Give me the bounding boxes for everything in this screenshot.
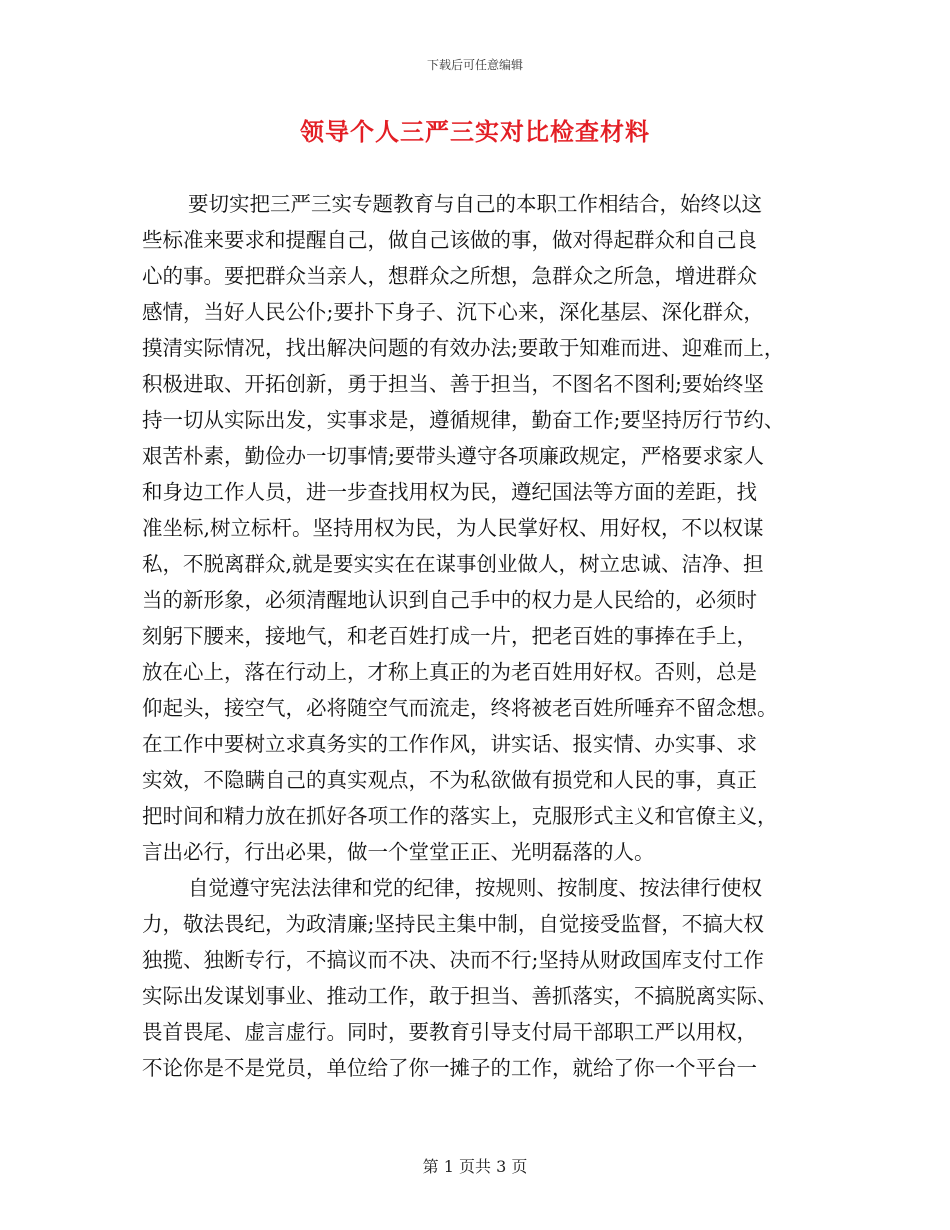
header-note: 下载后可任意编辑: [426, 58, 523, 72]
text-line: 当的新形象，必须清醒地认识到自己手中的权力是人民给的，必须时: [142, 588, 757, 612]
text-line: 畏首畏尾、虚言虚行。同时，要教育引导支付局干部职工严以用权，: [142, 1020, 757, 1044]
page-number: 第 1 页共 3 页: [422, 1157, 528, 1176]
text-line: 要切实把三严三实专题教育与自己的本职工作相结合，始终以这: [188, 192, 762, 216]
document-title: 领导个人三严三实对比检查材料: [300, 117, 650, 146]
text-line: 不论你是不是党员，单位给了你一摊子的工作，就给了你一个平台一: [142, 1056, 757, 1080]
text-line: 积极进取、开拓创新，勇于担当、善于担当，不图名不图利;要始终坚: [142, 372, 764, 396]
text-line: 自觉遵守宪法法律和党的纪律，按规则、按制度、按法律行使权: [188, 876, 762, 900]
text-line: 实效，不隐瞒自己的真实观点，不为私欲做有损党和人民的事，真正: [142, 768, 757, 792]
text-line: 独揽、独断专行，不搞议而不决、决而不行;坚持从财政国库支付工作: [142, 948, 764, 972]
text-line: 力，敬法畏纪，为政清廉;坚持民主集中制，自觉接受监督，不搞大权: [142, 912, 764, 936]
text-line: 和身边工作人员，进一步查找用权为民，遵纪国法等方面的差距，找: [142, 480, 757, 504]
text-line: 些标准来要求和提醒自己，做自己该做的事，做对得起群众和自己良: [142, 228, 757, 252]
text-line: 仰起头，接空气，必将随空气而流走，终将被老百姓所唾弃不留念想。: [142, 696, 778, 720]
text-line: 摸清实际情况，找出解决问题的有效办法;要敢于知难而进、迎难而上，: [142, 336, 785, 360]
document-body: [142, 186, 822, 1086]
text-line: 持一切从实际出发，实事求是，遵循规律，勤奋工作;要坚持厉行节约、: [142, 408, 785, 432]
text-line: 准坐标,树立标杆。坚持用权为民，为人民掌好权、用好权，不以权谋: [142, 516, 764, 540]
text-line: 放在心上，落在行动上，才称上真正的为老百姓用好权。否则，总是: [142, 660, 757, 684]
text-line: 实际出发谋划事业、推动工作，敢于担当、善抓落实，不搞脱离实际、: [142, 984, 778, 1008]
text-line: 私，不脱离群众,就是要实实在在谋事创业做人，树立忠诚、洁净、担: [142, 552, 764, 576]
text-line: 艰苦朴素，勤俭办一切事情;要带头遵守各项廉政规定，严格要求家人: [142, 444, 764, 468]
text-line: 刻躬下腰来，接地气，和老百姓打成一片，把老百姓的事捧在手上，: [142, 624, 757, 648]
text-line: 感情，当好人民公仆;要扑下身子、沉下心来，深化基层、深化群众，: [142, 300, 764, 324]
text-line: 言出必行，行出必果，做一个堂堂正正、光明磊落的人。: [142, 840, 655, 864]
text-line: 把时间和精力放在抓好各项工作的落实上，克服形式主义和官僚主义，: [142, 804, 778, 828]
text-line: 心的事。要把群众当亲人，想群众之所想，急群众之所急，增进群众: [142, 264, 757, 288]
text-line: 在工作中要树立求真务实的工作作风，讲实话、报实情、办实事、求: [142, 732, 757, 756]
